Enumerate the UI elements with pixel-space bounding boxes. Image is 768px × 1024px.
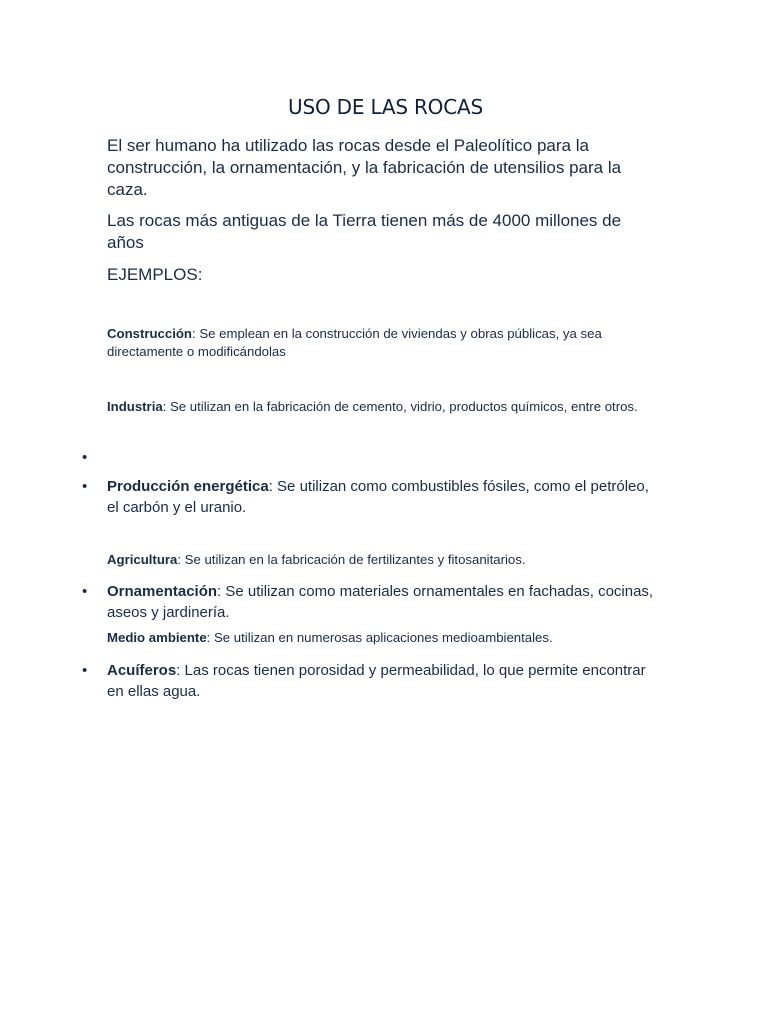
example-term: Medio ambiente [107,630,207,645]
example-term: Acuíferos [107,662,177,679]
example-text: : Las rocas tienen porosidad y permeabilidad, lo que permite encontrar en ellas agua. [107,662,646,700]
bullet-marker: • [82,662,88,679]
bullet-marker: • [82,478,88,495]
page-title: USO DE LAS ROCAS [288,95,483,119]
example-agricultura [107,551,647,569]
intro-paragraph-2: Las rocas más antiguas de la Tierra tienen más de 4000 millones de años [107,211,622,252]
example-text: : Se emplean en la construcción de viviendas y obras públicas, ya sea directamente o modificándolas [107,326,602,359]
example-construccion [107,325,647,361]
example-ornamentacion [107,581,663,623]
example-medio-ambiente [107,629,647,647]
example-industria [107,398,647,416]
bullet-marker: • [82,583,88,600]
bullet-marker: • [82,449,88,466]
example-term: Ornamentación [107,583,218,600]
example-text: : Se utilizan como combustibles fósiles, como el petróleo, el carbón y el uranio. [107,478,649,516]
examples-heading: EJEMPLOS: [107,265,203,284]
example-text: : Se utilizan en la fabricación de fertilizantes y fitosanitarios. [177,552,526,567]
example-term: Producción energética [107,478,269,495]
example-text: : Se utilizan en la fabricación de cemento, vidrio, productos químicos, entre otros. [162,399,638,414]
example-text: : Se utilizan como materiales ornamentales en fachadas, cocinas, aseos y jardinería. [107,583,654,621]
example-acuiferos [107,660,663,702]
example-term: Industria [107,399,163,414]
example-produccion-energetica [107,476,663,518]
example-term: Construcción [107,326,192,341]
example-text: : Se utilizan en numerosas aplicaciones medioambientales. [206,630,553,645]
intro-paragraph-1: El ser humano ha utilizado las rocas desde el Paleolítico para la construcción, la ornamentación, y la fabricación de utensilios para la caza. [107,136,622,199]
example-term: Agricultura [107,552,178,567]
